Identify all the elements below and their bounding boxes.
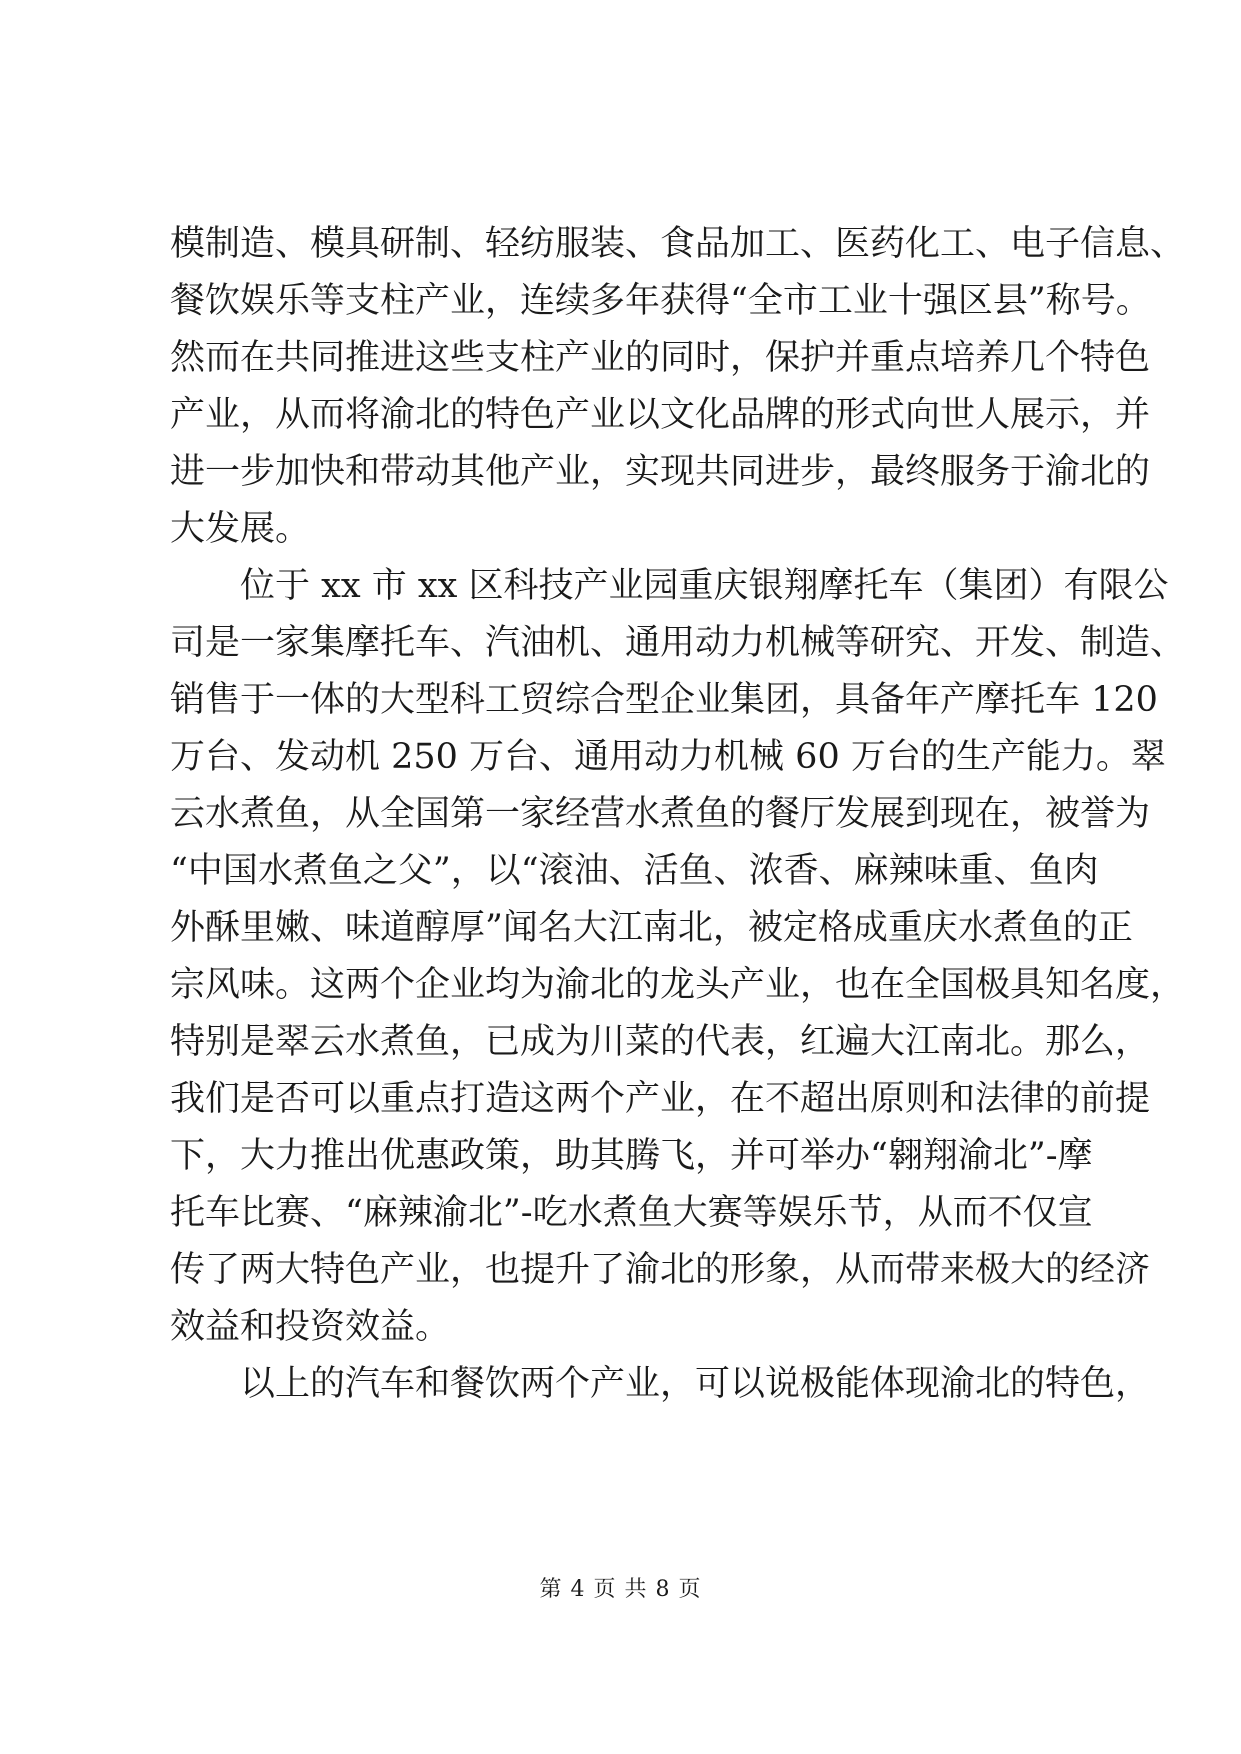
document-body <box>170 216 1186 1413</box>
text-line: 效益和投资效益。 <box>170 1307 451 1347</box>
text-line: 以上的汽车和餐饮两个产业，可以说极能体现渝北的特色， <box>240 1364 1151 1404</box>
text-line: 位于 xx 市 xx 区科技产业园重庆银翔摩托车（集团）有限公 <box>240 566 1169 606</box>
text-line: 宗风味。这两个企业均为渝北的龙头产业，也在全国极具知名度， <box>170 965 1186 1005</box>
text-line: 传了两大特色产业，也提升了渝北的形象，从而带来极大的经济 <box>170 1250 1151 1290</box>
text-line: 进一步加快和带动其他产业，实现共同进步，最终服务于渝北的 <box>170 452 1151 492</box>
text-line: 产业，从而将渝北的特色产业以文化品牌的形式向世人展示，并 <box>170 395 1151 435</box>
text-line: 下，大力推出优惠政策，助其腾飞，并可举办“翱翔渝北”-摩 <box>170 1136 1093 1176</box>
paragraph <box>170 558 1186 1356</box>
text-line: 司是一家集摩托车、汽油机、通用动力机械等研究、开发、制造、 <box>170 623 1186 663</box>
text-line: 餐饮娱乐等支柱产业，连续多年获得“全市工业十强区县”称号。 <box>170 281 1151 321</box>
text-line: 云水煮鱼，从全国第一家经营水煮鱼的餐厅发展到现在，被誉为 <box>170 794 1151 834</box>
text-line: 托车比赛、“麻辣渝北”-吃水煮鱼大赛等娱乐节，从而不仅宣 <box>170 1193 1093 1233</box>
page-footer <box>0 1575 1241 1605</box>
text-line: 然而在共同推进这些支柱产业的同时，保护并重点培养几个特色 <box>170 338 1151 378</box>
text-line: 模制造、模具研制、轻纺服装、食品加工、医药化工、电子信息、 <box>170 224 1186 264</box>
text-line: 万台、发动机 250 万台、通用动力机械 60 万台的生产能力。翠 <box>170 737 1166 777</box>
text-line: 外酥里嫩、味道醇厚”闻名大江南北，被定格成重庆水煮鱼的正 <box>170 908 1133 948</box>
text-line: 大发展。 <box>170 509 311 549</box>
page-number: 第 4 页 共 8 页 <box>539 1577 702 1602</box>
text-line: “中国水煮鱼之父”，以“滚油、活鱼、浓香、麻辣味重、鱼肉 <box>170 851 1099 891</box>
text-line: 我们是否可以重点打造这两个产业，在不超出原则和法律的前提 <box>170 1079 1151 1119</box>
text-line: 销售于一体的大型科工贸综合型企业集团，具备年产摩托车 120 <box>170 680 1158 720</box>
paragraph <box>170 1356 1151 1413</box>
paragraph <box>170 216 1186 558</box>
text-line: 特别是翠云水煮鱼，已成为川菜的代表，红遍大江南北。那么， <box>170 1022 1151 1062</box>
